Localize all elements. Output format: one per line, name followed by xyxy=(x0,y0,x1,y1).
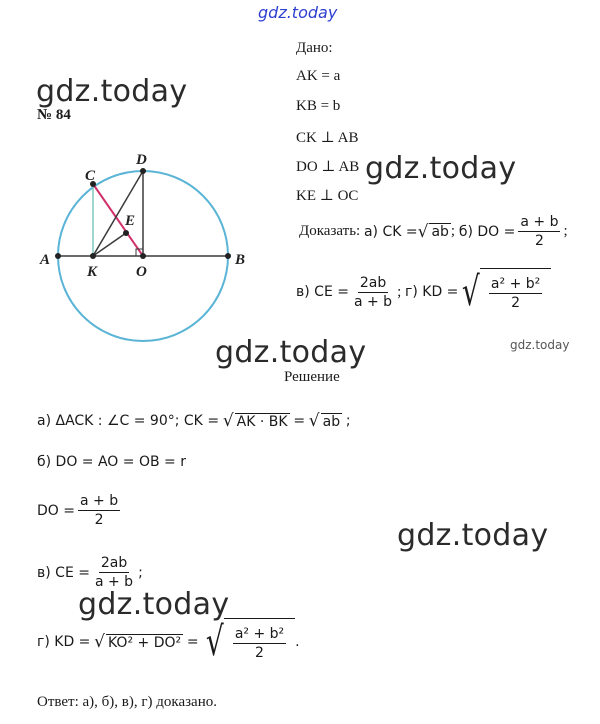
solution-do-den: 2 xyxy=(94,512,104,528)
point-k xyxy=(90,253,96,259)
label-c: C xyxy=(85,168,96,184)
prove-d-root xyxy=(458,268,551,316)
problem-number: № 84 xyxy=(37,107,71,123)
prove-c-num: 2ab xyxy=(359,274,387,291)
solution-line-c xyxy=(37,555,143,590)
radical-sign-icon: √ xyxy=(308,411,320,431)
solution-a-start: а) ΔACK : ∠C = 90°; CK = xyxy=(37,413,220,429)
radical-sign-icon: √ xyxy=(462,269,481,315)
label-d: D xyxy=(136,152,147,168)
solution-line-b: б) DO = AO = OB = r xyxy=(37,454,186,470)
solution-d-label: г) KD = xyxy=(37,634,91,650)
label-b: B xyxy=(235,252,246,268)
solution-c-end: ; xyxy=(138,564,143,581)
label-k: K xyxy=(87,264,98,280)
given-item-5: KE ⊥ OC xyxy=(296,188,359,204)
given-item-4: DO ⊥ AB xyxy=(296,159,360,175)
prove-line-1: Доказать: а) CK = √ ab ; б) DO = $\frac{a + b}{2}$ ; xyxy=(299,214,568,249)
solution-c-fraction xyxy=(93,555,135,590)
point-e xyxy=(123,230,129,236)
prove-b-num: a + b xyxy=(520,214,559,230)
prove-c-den: a + b xyxy=(353,293,393,310)
segment-co xyxy=(93,184,143,256)
watermark-3: gdz.today xyxy=(215,335,367,370)
solution-a-end: ; xyxy=(345,413,351,429)
point-a xyxy=(55,253,61,259)
solution-d-fraction xyxy=(233,626,286,661)
solution-c-label: в) CE = xyxy=(37,564,90,581)
watermark-5: gdz.today xyxy=(78,587,230,622)
given-title: Дано: xyxy=(296,40,333,56)
prove-b-label: б) DO = xyxy=(458,223,516,240)
label-a: A xyxy=(40,252,51,268)
point-d xyxy=(140,168,146,174)
prove-d-fraction xyxy=(489,276,542,311)
prove-line-2: в) CE = $\frac{2ab}{a + b}$ ; г) KD = √ $\frac{\text{a² + b²}}{2}$ xyxy=(296,268,551,316)
watermark-1: gdz.today xyxy=(36,74,188,109)
solution-d-rad: KO² + DO² xyxy=(108,634,182,651)
solution-line-do xyxy=(37,493,123,528)
solution-line-a xyxy=(37,411,351,431)
solution-title: Решение xyxy=(284,369,340,385)
geometry-figure xyxy=(30,145,270,345)
watermark-4: gdz.today xyxy=(397,518,549,553)
answer: Ответ: а), б), в), г) доказано. xyxy=(37,694,217,710)
prove-c-fraction xyxy=(352,275,394,310)
solution-c-den: a + b xyxy=(94,574,134,590)
prove-b-den: 2 xyxy=(534,233,544,249)
prove-a-rad: ab xyxy=(431,224,449,240)
solution-a-rad2: ab xyxy=(322,413,341,430)
prove-c-label: в) CE = xyxy=(296,284,349,300)
solution-d-root xyxy=(202,618,295,666)
radical-sign-icon: √ xyxy=(206,619,225,665)
radical-sign-icon: √ xyxy=(94,632,106,652)
watermark-top: gdz.today xyxy=(258,3,338,22)
solution-do-fraction xyxy=(78,493,120,528)
point-o xyxy=(140,253,146,259)
radical-sign-icon: √ xyxy=(222,411,234,431)
watermark-small: gdz.today xyxy=(510,338,570,352)
point-b xyxy=(225,253,231,259)
prove-a-label: а) CK = xyxy=(363,223,418,240)
solution-do-label: DO = xyxy=(37,502,75,519)
solution-do-num: a + b xyxy=(79,493,119,509)
prove-b-fraction xyxy=(518,214,560,249)
label-o: O xyxy=(136,264,147,280)
prove-d-den: 2 xyxy=(511,295,521,311)
given-item-3: CK ⊥ AB xyxy=(296,130,359,146)
solution-d-end: . xyxy=(295,634,300,650)
segment-kd xyxy=(93,171,143,256)
solution-a-rad1: AK · BK xyxy=(236,413,288,430)
label-e: E xyxy=(125,213,136,229)
prove-label: Доказать: xyxy=(299,223,361,239)
given-item-2: KB = b xyxy=(296,98,341,114)
solution-d-eq: = xyxy=(186,634,199,650)
solution-d-num: a² + b² xyxy=(234,626,285,642)
solution-c-num: 2ab xyxy=(100,555,128,571)
prove-d-label: г) KD = xyxy=(405,284,459,300)
segment-ke xyxy=(93,233,126,256)
watermark-2: gdz.today xyxy=(365,151,517,186)
given-item-1: AK = a xyxy=(296,68,341,84)
solution-d-den: 2 xyxy=(255,645,264,661)
solution-a-eq: = xyxy=(293,413,306,429)
solution-line-d xyxy=(37,618,300,666)
prove-d-num: a² + b² xyxy=(490,276,541,292)
radical-sign-icon: √ xyxy=(417,221,429,242)
